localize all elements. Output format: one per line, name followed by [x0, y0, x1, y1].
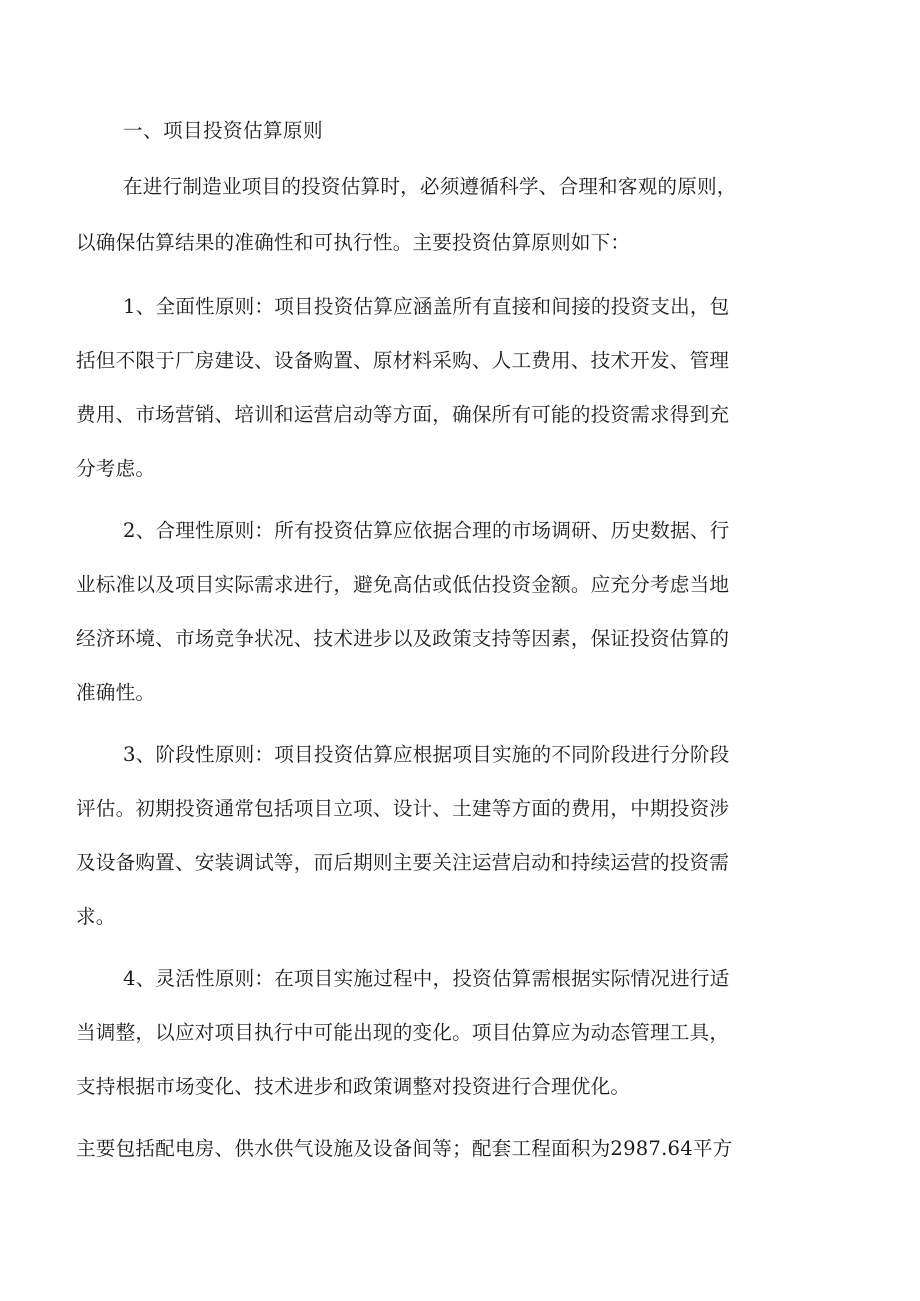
paragraph-reasonable-line-2: 业标准以及项目实际需求进行，避免高估或低估投资金额。应充分考虑当地 — [76, 573, 730, 596]
paragraph-comprehensive-line-1: 1、全面性原则：项目投资估算应涵盖所有直接和间接的投资支出，包 — [123, 295, 730, 318]
paragraph-intro-line-2: 以确保估算结果的准确性和可执行性。主要投资估算原则如下： — [76, 231, 631, 254]
paragraph-flexible-line-3: 支持根据市场变化、技术进步和政策调整对投资进行合理优化。 — [76, 1075, 631, 1098]
paragraph-phased-line-2: 评估。初期投资通常包括项目立项、设计、土建等方面的费用，中期投资涉 — [76, 797, 730, 820]
paragraph-reasonable-line-3: 经济环境、市场竞争状况、技术进步以及政策支持等因素，保证投资估算的 — [76, 627, 730, 650]
paragraph-phased-line-1: 3、阶段性原则：项目投资估算应根据项目实施的不同阶段进行分阶段 — [123, 743, 730, 766]
paragraph-comprehensive-line-3: 费用、市场营销、培训和运营启动等方面，确保所有可能的投资需求得到充 — [76, 403, 730, 426]
paragraph-reasonable-line-4: 准确性。 — [76, 681, 156, 704]
paragraph-flexible-line-1: 4、灵活性原则：在项目实施过程中，投资估算需根据实际情况进行适 — [123, 967, 730, 990]
paragraph-supporting-facilities-line-1: 主要包括配电房、供水供气设施及设备间等；配套工程面积为2987.64平方 — [76, 1137, 733, 1160]
section-heading: 一、项目投资估算原则 — [123, 119, 323, 142]
paragraph-intro-line-1: 在进行制造业项目的投资估算时，必须遵循科学、合理和客观的原则， — [123, 175, 737, 198]
paragraph-reasonable-line-1: 2、合理性原则：所有投资估算应依据合理的市场调研、历史数据、行 — [123, 519, 730, 542]
paragraph-flexible-line-2: 当调整，以应对项目执行中可能出现的变化。项目估算应为动态管理工具， — [76, 1021, 730, 1044]
paragraph-phased-line-4: 求。 — [76, 905, 116, 928]
paragraph-comprehensive-line-2: 括但不限于厂房建设、设备购置、原材料采购、人工费用、技术开发、管理 — [76, 349, 730, 372]
paragraph-comprehensive-line-4: 分考虑。 — [76, 457, 156, 480]
paragraph-phased-line-3: 及设备购置、安装调试等，而后期则主要关注运营启动和持续运营的投资需 — [76, 851, 730, 874]
